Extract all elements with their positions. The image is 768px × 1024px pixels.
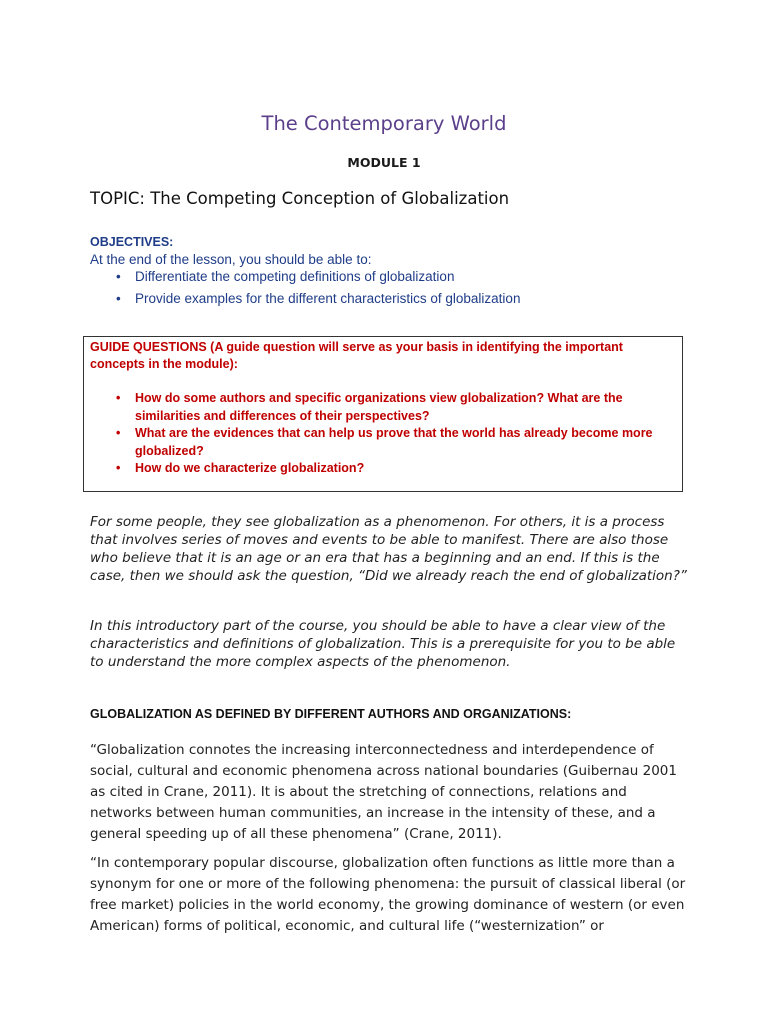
intro-paragraph: For some people, they see globalization as a phenomenon. For others, it is a process that involves series of moves and events to be able to manifest. There are also those who believe that it is an age or an era that has a beginning and an end. If this is the case, then we should ask the question, “Did we already reach the end of globalization?” [90, 514, 687, 584]
objectives-heading: OBJECTIVES: [90, 235, 174, 249]
list-item [90, 425, 680, 460]
bullet-icon: • [116, 291, 121, 306]
objective-text: Provide examples for the different characteristics of globalization [135, 291, 521, 306]
topic-heading: TOPIC: The Competing Conception of Globalization [90, 189, 510, 208]
objectives-intro: At the end of the lesson, you should be able to: [90, 252, 372, 267]
guide-questions-heading: GUIDE QUESTIONS (A guide question will serve as your basis in identifying the important concepts in the module): [90, 340, 623, 371]
bullet-icon: • [116, 391, 121, 405]
guide-question-text: How do we characterize globalization? [135, 461, 365, 475]
list-item [90, 268, 520, 290]
discourse-paragraph: “In contemporary popular discourse, globalization often functions as little more than a synonym for one or more of the following phenomena: the pursuit of classical liberal (or free market) policies in the world economy, the growing dominance of western (or even American) forms of political, economic, and cultural life (“westernization” or [90, 855, 686, 934]
prerequisite-paragraph: In this introductory part of the course, you should be able to have a clear view of the characteristics and definitions of globalization. This is a prerequisite for you to be able to understand the more complex aspects of the phenomenon. [90, 618, 676, 670]
section-heading: GLOBALIZATION AS DEFINED BY DIFFERENT AUTHORS AND ORGANIZATIONS: [90, 707, 572, 721]
list-item [90, 460, 680, 478]
bullet-icon: • [116, 461, 121, 475]
module-label: MODULE 1 [347, 155, 421, 170]
definition-paragraph: “Globalization connotes the increasing interconnectedness and interdependence of social, cultural and economic phenomena across national boundaries (Guibernau 2001 as cited in Crane, 2011). It is about the stretching of connections, relations and networks between human communities, an increase in the intensity of these, and a general speeding up of all these phenomena” (Crane, 2011). [90, 742, 677, 842]
guide-questions-list [90, 390, 680, 478]
document-title: The Contemporary World [261, 112, 507, 135]
objectives-list [90, 268, 520, 312]
objective-text: Differentiate the competing definitions of globalization [135, 269, 455, 284]
guide-question-text: How do some authors and specific organizations view globalization? What are the similarities and differences of their perspectives? [135, 391, 623, 423]
list-item [90, 390, 680, 425]
bullet-icon: • [116, 269, 121, 284]
list-item [90, 290, 520, 312]
guide-question-text: What are the evidences that can help us prove that the world has already become more globalized? [135, 426, 653, 458]
bullet-icon: • [116, 426, 121, 440]
